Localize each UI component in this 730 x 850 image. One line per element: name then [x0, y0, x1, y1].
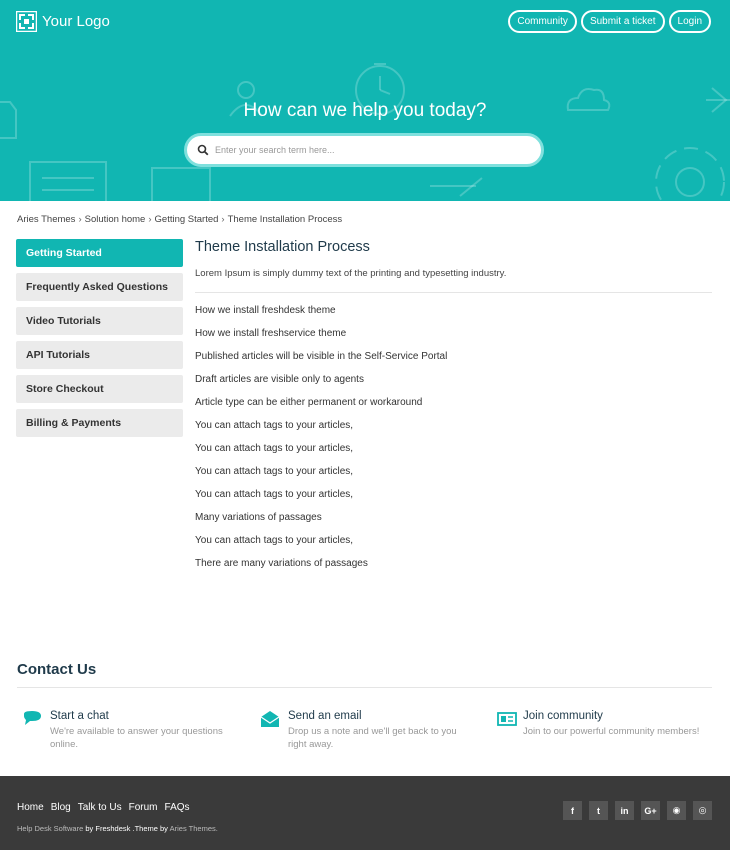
login-button[interactable]: Login	[669, 10, 711, 33]
credit-help-desk[interactable]: Help Desk Software	[17, 824, 84, 833]
twitter-icon[interactable]: t	[589, 801, 608, 820]
credit-freshdesk[interactable]: by Freshdesk	[85, 824, 131, 833]
sidebar-item-api-tutorials[interactable]: API Tutorials	[16, 341, 183, 369]
logo[interactable]	[16, 11, 110, 32]
divider	[195, 292, 712, 293]
contact-title: Contact Us	[17, 661, 97, 678]
article-link[interactable]: You can attach tags to your articles,	[195, 443, 354, 454]
linkedin-icon[interactable]: in	[615, 801, 634, 820]
sidebar-item-billing-payments[interactable]: Billing & Payments	[16, 409, 183, 437]
breadcrumb-getting-started[interactable]: Getting Started	[154, 214, 219, 225]
article-list	[195, 303, 712, 579]
instagram-icon[interactable]: ◎	[693, 801, 712, 820]
article-link[interactable]: Draft articles are visible only to agents	[195, 374, 364, 385]
submit-ticket-button[interactable]: Submit a ticket	[581, 10, 665, 33]
footer-credit	[17, 824, 218, 833]
breadcrumb-separator: ›	[78, 214, 82, 225]
breadcrumb-separator: ›	[221, 214, 225, 225]
footer-link-home[interactable]: Home	[17, 802, 44, 813]
contact-community	[497, 710, 699, 738]
article-link[interactable]: How we install freshservice theme	[195, 328, 347, 339]
sidebar-item-video-tutorials[interactable]: Video Tutorials	[16, 307, 183, 335]
hero-banner	[0, 0, 730, 201]
footer-links	[17, 802, 197, 813]
footer-link-talk-to-us[interactable]: Talk to Us	[77, 802, 122, 813]
id-card-icon	[497, 711, 517, 727]
sidebar-item-store-checkout[interactable]: Store Checkout	[16, 375, 183, 403]
envelope-icon	[260, 711, 280, 727]
page-title: Theme Installation Process	[195, 239, 370, 255]
send-email-desc	[288, 725, 457, 751]
footer-link-faqs[interactable]: FAQs	[164, 802, 190, 813]
article-link[interactable]: You can attach tags to your articles,	[195, 420, 354, 431]
sidebar-item-getting-started[interactable]: Getting Started	[16, 239, 183, 267]
chat-icon	[22, 711, 42, 727]
breadcrumb	[17, 214, 342, 225]
facebook-icon[interactable]: f	[563, 801, 582, 820]
community-button[interactable]: Community	[508, 10, 577, 33]
credit-aries-themes[interactable]: Aries Themes.	[169, 824, 218, 833]
article-link[interactable]: Article type can be either permanent or workaround	[195, 397, 423, 408]
article-link[interactable]: There are many variations of passages	[195, 558, 368, 569]
start-chat-link[interactable]: Start a chat	[50, 710, 109, 722]
credit-theme-by: .Theme by	[132, 824, 168, 833]
join-community-link[interactable]: Join community	[523, 710, 603, 722]
search-input[interactable]	[215, 145, 515, 155]
start-chat-desc	[50, 725, 223, 751]
article-subtitle: Lorem Ipsum is simply dummy text of the printing and typesetting industry.	[195, 268, 507, 279]
sidebar	[16, 239, 183, 443]
breadcrumb-solution-home[interactable]: Solution home	[84, 214, 146, 225]
article-link[interactable]: You can attach tags to your articles,	[195, 535, 354, 546]
send-email-link[interactable]: Send an email	[288, 710, 362, 722]
footer	[0, 776, 730, 850]
logo-mark-icon	[16, 11, 37, 32]
footer-link-blog[interactable]: Blog	[50, 802, 71, 813]
article-link[interactable]: How we install freshdesk theme	[195, 305, 336, 316]
breadcrumb-current: Theme Installation Process	[227, 214, 343, 225]
article-link[interactable]: Many variations of passages	[195, 512, 322, 523]
sidebar-item-faq[interactable]: Frequently Asked Questions	[16, 273, 183, 301]
desc-line: Drop us a note and we'll get back to you	[288, 726, 457, 737]
logo-text: Your Logo	[42, 13, 110, 30]
search-icon	[197, 144, 209, 156]
contact-chat	[22, 710, 223, 751]
desc-line: online.	[50, 739, 78, 750]
breadcrumb-aries-themes[interactable]: Aries Themes	[17, 214, 76, 225]
join-community-desc: Join to our powerful community members!	[523, 726, 700, 737]
contact-email	[260, 710, 457, 751]
github-icon[interactable]: ◉	[667, 801, 686, 820]
google-plus-icon[interactable]: G+	[641, 801, 660, 820]
breadcrumb-separator: ›	[148, 214, 152, 225]
desc-line: right away.	[288, 739, 334, 750]
desc-line: We're available to answer your questions	[50, 726, 223, 737]
article-section	[195, 239, 712, 579]
hero-title: How can we help you today?	[243, 100, 487, 121]
search-box[interactable]	[184, 133, 544, 167]
article-link[interactable]: You can attach tags to your articles,	[195, 466, 354, 477]
divider	[17, 687, 712, 688]
social-links	[556, 801, 712, 820]
article-link[interactable]: Published articles will be visible in the Self-Service Portal	[195, 351, 448, 362]
header-nav	[504, 10, 711, 33]
article-link[interactable]: You can attach tags to your articles,	[195, 489, 354, 500]
footer-link-forum[interactable]: Forum	[128, 802, 158, 813]
